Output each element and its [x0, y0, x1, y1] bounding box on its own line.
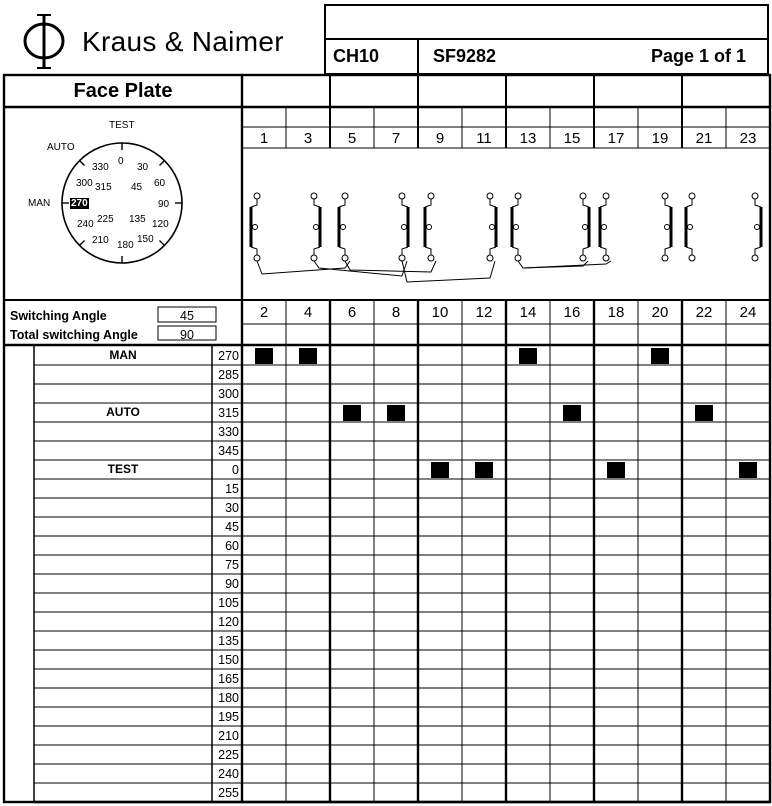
dial-angle-300: 300 [76, 178, 93, 189]
part-number: SF9282 [433, 46, 497, 66]
terminal [254, 193, 260, 199]
contact-lead [512, 247, 518, 255]
contact-lead [583, 199, 589, 207]
terminal [487, 193, 493, 199]
total-switching-angle-value: 90 [180, 328, 194, 342]
contact-top-5: 5 [347, 130, 357, 147]
terminal [342, 255, 348, 261]
row-angle-45: 45 [225, 520, 239, 534]
contact-lead [600, 247, 606, 255]
row-angle-345: 345 [218, 444, 239, 458]
dial-angle-45: 45 [131, 182, 143, 193]
row-angle-180: 180 [218, 691, 239, 705]
contact-lead [314, 247, 320, 255]
row-angle-240: 240 [218, 767, 239, 781]
contact-top-23: 23 [739, 130, 757, 147]
contact-cam [583, 225, 588, 230]
total-switching-angle-label: Total switching Angle [10, 328, 138, 342]
contact-bottom-6: 6 [347, 304, 357, 321]
terminal [603, 255, 609, 261]
terminal [311, 255, 317, 261]
dial-angle-210: 210 [92, 235, 109, 246]
row-angle-285: 285 [218, 368, 239, 382]
terminal [689, 255, 695, 261]
dial-angle-60: 60 [154, 178, 166, 189]
contact-lead [600, 199, 606, 207]
row-angle-315: 315 [218, 406, 239, 420]
row-angle-225: 225 [218, 748, 239, 762]
model-number: CH10 [333, 46, 380, 66]
contact-bottom-14: 14 [519, 304, 537, 321]
terminal [689, 193, 695, 199]
contact-top-15: 15 [563, 130, 581, 147]
contact-lead [402, 247, 408, 255]
row-angle-165: 165 [218, 672, 239, 686]
contact-lead [512, 199, 518, 207]
contact-cam [402, 225, 407, 230]
row-angle-255: 255 [218, 786, 239, 800]
contact-bottom-8: 8 [391, 304, 401, 321]
jumper-1-5 [257, 261, 350, 274]
row-angle-270: 270 [218, 349, 239, 363]
contact-cam [514, 225, 519, 230]
dial-angle-315: 315 [95, 182, 112, 193]
contact-top-17: 17 [607, 130, 625, 147]
row-angle-90: 90 [225, 577, 239, 591]
row-angle-210: 210 [218, 729, 239, 743]
position-label-man: MAN [109, 348, 137, 362]
row-angle-150: 150 [218, 653, 239, 667]
row-angle-30: 30 [225, 501, 239, 515]
contact-top-19: 19 [651, 130, 669, 147]
contact-top-7: 7 [391, 130, 401, 147]
contact-cam [253, 225, 258, 230]
test-label: TEST [109, 120, 135, 131]
contact-lead [251, 247, 257, 255]
terminal [580, 193, 586, 199]
contact-bottom-10: 10 [431, 304, 449, 321]
man-label: MAN [28, 198, 51, 209]
contact-cam [427, 225, 432, 230]
row-angle-195: 195 [218, 710, 239, 724]
terminal [752, 255, 758, 261]
row-angle-135: 135 [218, 634, 239, 648]
contact-bottom-22: 22 [695, 304, 713, 321]
contact-cam [341, 225, 346, 230]
terminal [662, 193, 668, 199]
contact-lead [402, 199, 408, 207]
terminal [603, 193, 609, 199]
row-angle-330: 330 [218, 425, 239, 439]
jumper-3-7 [314, 261, 407, 276]
contact-top-11: 11 [476, 130, 492, 147]
contact-lead [339, 199, 345, 207]
dial-angle-30: 30 [137, 162, 149, 173]
terminal [342, 193, 348, 199]
contact-lead [665, 199, 671, 207]
face-plate-title: Face Plate [73, 79, 173, 102]
contact-lead [339, 247, 345, 255]
jumper-5-9 [345, 261, 436, 272]
dial-angle-330: 330 [92, 162, 109, 173]
contact-bottom-2: 2 [259, 304, 269, 321]
contact-bottom-12: 12 [475, 304, 493, 321]
dial-angle-150: 150 [137, 234, 154, 245]
contact-lead [665, 247, 671, 255]
row-angle-75: 75 [225, 558, 239, 572]
page-number: Page 1 of 1 [651, 46, 747, 66]
dial-angle-240: 240 [77, 219, 94, 230]
contact-lead [686, 247, 692, 255]
contact-top-9: 9 [435, 130, 445, 147]
contact-top-3: 3 [303, 130, 313, 147]
dial-angle-90: 90 [158, 199, 170, 210]
contact-lead [490, 247, 496, 255]
terminal [311, 193, 317, 199]
row-angle-0: 0 [232, 463, 239, 477]
row-angle-120: 120 [218, 615, 239, 629]
contact-cam [665, 225, 670, 230]
contact-lead [755, 199, 761, 207]
contact-lead [583, 247, 589, 255]
contact-lead [686, 199, 692, 207]
contact-lead [490, 199, 496, 207]
contact-bottom-20: 20 [651, 304, 669, 321]
contact-bottom-18: 18 [607, 304, 625, 321]
contact-lead [251, 199, 257, 207]
position-label-test: TEST [107, 462, 139, 476]
contact-lead [425, 199, 431, 207]
contact-bottom-4: 4 [303, 304, 313, 321]
row-angle-300: 300 [218, 387, 239, 401]
contact-top-21: 21 [695, 130, 713, 147]
terminal [515, 193, 521, 199]
contact-bottom-16: 16 [563, 304, 581, 321]
contact-cam [314, 225, 319, 230]
switching-angle-value: 45 [180, 309, 194, 323]
row-angle-15: 15 [225, 482, 239, 496]
contact-cam [755, 225, 760, 230]
dial-angle-270: 270 [71, 198, 88, 209]
terminal [428, 255, 434, 261]
contact-lead [425, 247, 431, 255]
terminal [428, 193, 434, 199]
terminal [399, 193, 405, 199]
terminal [487, 255, 493, 261]
contact-cam [602, 225, 607, 230]
contact-bottom-24: 24 [739, 304, 757, 321]
dial-angle-0: 0 [118, 156, 124, 167]
terminal [515, 255, 521, 261]
switching-angle-label: Switching Angle [10, 309, 107, 323]
dial-angle-180: 180 [117, 240, 134, 251]
row-angle-105: 105 [218, 596, 239, 610]
contact-top-1: 1 [259, 130, 269, 147]
terminal [580, 255, 586, 261]
auto-label: AUTO [47, 142, 75, 153]
contact-cam [688, 225, 693, 230]
contact-top-13: 13 [519, 130, 537, 147]
terminal [662, 255, 668, 261]
terminal [399, 255, 405, 261]
terminal [254, 255, 260, 261]
dial-angle-225: 225 [97, 214, 114, 225]
position-label-auto: AUTO [106, 405, 140, 419]
contact-lead [314, 199, 320, 207]
dial-angle-120: 120 [152, 219, 169, 230]
contact-cam [490, 225, 495, 230]
terminal [752, 193, 758, 199]
company-name: Kraus & Naimer [82, 26, 284, 57]
row-angle-60: 60 [225, 539, 239, 553]
dial-angle-135: 135 [129, 214, 146, 225]
contact-lead [755, 247, 761, 255]
